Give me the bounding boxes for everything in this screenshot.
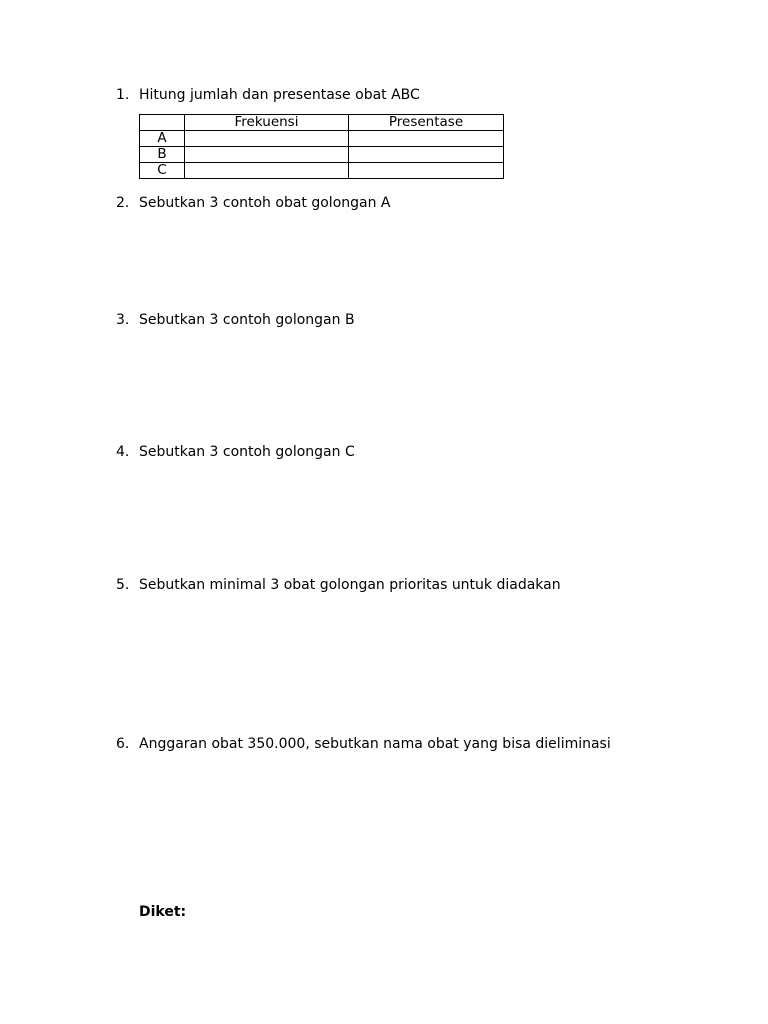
question-number: 6. (116, 736, 130, 752)
question-2 (116, 195, 391, 212)
question-6 (116, 736, 611, 753)
question-text: Sebutkan 3 contoh golongan C (139, 444, 355, 460)
table-row (140, 147, 504, 163)
table-row-label: A (140, 131, 185, 147)
question-number: 4. (116, 444, 130, 460)
question-number: 3. (116, 312, 130, 328)
question-1 (116, 87, 420, 104)
question-text: Sebutkan 3 contoh obat golongan A (139, 195, 391, 211)
question-number: 5. (116, 577, 130, 593)
table-header-cell (140, 115, 185, 131)
table-cell (185, 147, 349, 163)
question-5 (116, 577, 561, 594)
table-cell (349, 131, 504, 147)
table-row (140, 131, 504, 147)
question-text: Sebutkan 3 contoh golongan B (139, 312, 355, 328)
question-text: Sebutkan minimal 3 obat golongan prioritas untuk diadakan (139, 577, 561, 593)
question-text: Hitung jumlah dan presentase obat ABC (139, 87, 420, 103)
diket-label: Diket: (139, 904, 187, 920)
question-number: 2. (116, 195, 130, 211)
question-text: Anggaran obat 350.000, sebutkan nama obat yang bisa dieliminasi (139, 736, 611, 752)
table-header-frekuensi: Frekuensi (185, 115, 349, 131)
table-header-presentase: Presentase (349, 115, 504, 131)
table-header-row (140, 115, 504, 131)
table-cell (349, 163, 504, 179)
question-3 (116, 312, 355, 329)
question-number: 1. (116, 87, 130, 103)
table-cell (185, 163, 349, 179)
table-cell (185, 131, 349, 147)
table-cell (349, 147, 504, 163)
table-row-label: B (140, 147, 185, 163)
abc-table (139, 114, 504, 179)
table-row (140, 163, 504, 179)
question-4 (116, 444, 355, 461)
table-row-label: C (140, 163, 185, 179)
